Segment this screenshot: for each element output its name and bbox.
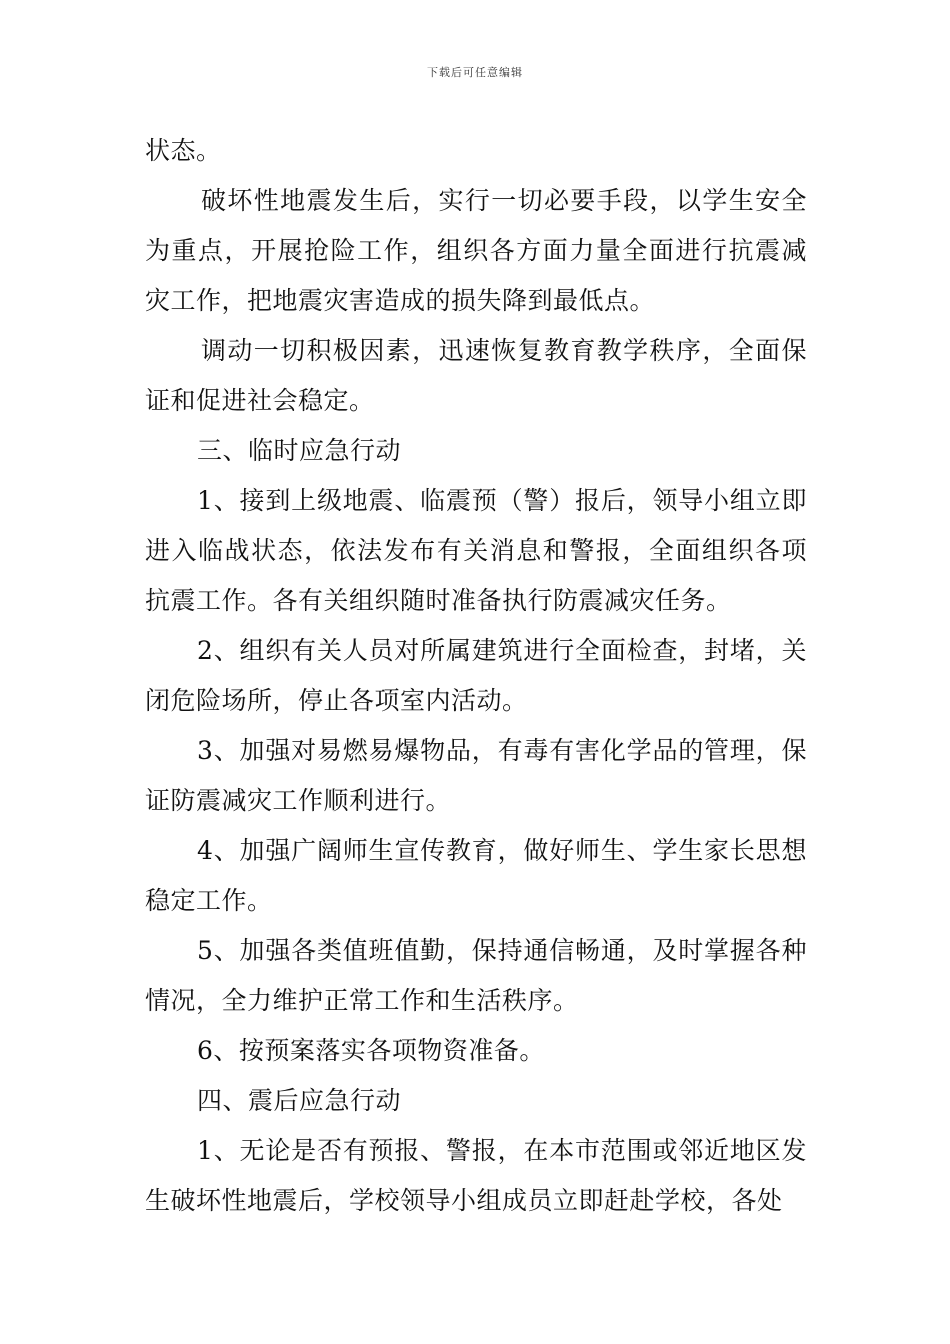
paragraph-earthquake-response: 破坏性地震发生后，实行一切必要手段，以学生安全为重点，开展抢险工作，组织各方面力量全面进行抗震减灾工作，把地震灾害造成的损失降到最低点。 <box>145 186 807 315</box>
section-heading-post-quake-actions: 四、震后应急行动 <box>197 1086 402 1115</box>
list-item-2: 2、组织有关人员对所属建筑进行全面检查，封堵，关闭危险场所，停止各项室内活动。 <box>145 636 807 715</box>
list-item-3: 3、加强对易燃易爆物品，有毒有害化学品的管理，保证防震减灾工作顺利进行。 <box>145 736 807 815</box>
paragraph-restore-order: 调动一切积极因素，迅速恢复教育教学秩序，全面保证和促进社会稳定。 <box>145 336 807 415</box>
list-item-4: 4、加强广阔师生宣传教育，做好师生、学生家长思想稳定工作。 <box>145 836 807 915</box>
section-heading-temporary-actions: 三、临时应急行动 <box>197 436 402 465</box>
list-item-5: 5、加强各类值班值勤，保持通信畅通，及时掌握各种情况，全力维护正常工作和生活秩序。 <box>145 936 807 1015</box>
paragraph-continuation: 状态。 <box>145 136 222 165</box>
page-header-note: 下载后可任意编辑 <box>427 66 523 79</box>
document-body <box>145 126 807 1226</box>
list-item-post-1: 1、无论是否有预报、警报，在本市范围或邻近地区发生破坏性地震后，学校领导小组成员立即赶赴学校，各处 <box>145 1136 807 1215</box>
list-item-6: 6、按预案落实各项物资准备。 <box>197 1036 545 1065</box>
list-item-1: 1、接到上级地震、临震预（警）报后，领导小组立即进入临战状态，依法发布有关消息和警报，全面组织各项抗震工作。各有关组织随时准备执行防震减灾任务。 <box>145 486 807 615</box>
